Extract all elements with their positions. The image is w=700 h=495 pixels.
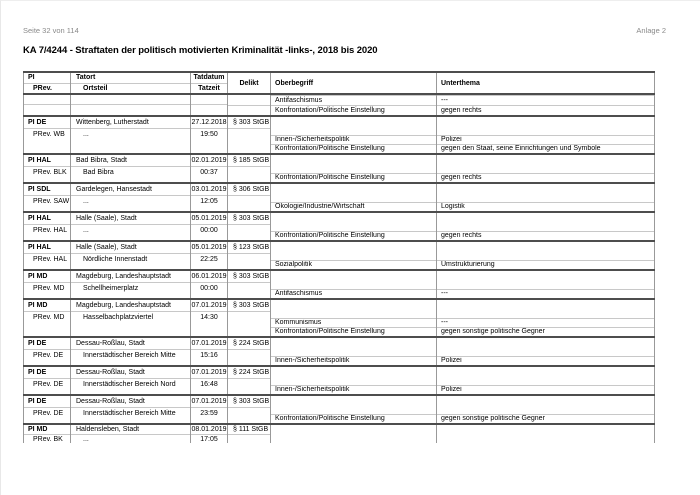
header-cell-tatdatum — [191, 73, 228, 93]
oberbegriff-value: Kommunismus — [271, 318, 436, 327]
oberbegriff-value: Sozialpolitik — [271, 260, 436, 269]
cell-oberbegriff — [271, 396, 437, 423]
unterthema-value: gegen rechts — [437, 231, 654, 240]
ortsteil-value: Bad Bibra — [83, 169, 114, 176]
oberbegriff-value: Innen-/Sicherheitspolitik — [271, 356, 436, 365]
pi-value: PI HAL — [24, 242, 70, 254]
cell-tatort — [71, 425, 191, 443]
cell-oberbegriff — [271, 213, 437, 240]
pi-value: PI MD — [24, 271, 70, 283]
prev-value: PRev. HAL — [33, 256, 68, 263]
cell-tatdatum — [191, 213, 228, 240]
header-cell-pi — [23, 73, 71, 93]
page-title: KA 7/4244 - Straftaten der politisch motivierten Kriminalität -links-, 2018 bis 2020 — [23, 45, 378, 56]
cell-delikt — [228, 396, 271, 423]
tatdatum-value: 06.01.2019 — [191, 271, 227, 283]
prev-value: PRev. BLK — [33, 169, 67, 176]
tatzeit-value: 00:00 — [200, 227, 218, 234]
ortsteil-value: Innerstädtischer Bereich Nord — [83, 381, 176, 388]
pi-value: PI DE — [24, 338, 70, 350]
tatort-value: Magdeburg, Landeshauptstadt — [71, 271, 190, 283]
cell-tatdatum — [191, 242, 228, 269]
pi-value: PI HAL — [24, 155, 70, 167]
table-row-group — [23, 338, 655, 367]
tatdatum-value: 07.01.2019 — [191, 300, 227, 312]
cell-tatdatum — [191, 425, 228, 443]
cell-tatdatum — [191, 95, 228, 115]
oberbegriff-value: Konfrontation/Politische Einstellung — [271, 173, 436, 182]
cell-unterthema — [437, 271, 655, 298]
prev-value — [24, 105, 70, 115]
cell-delikt — [228, 425, 271, 443]
oberbegriff-value: Konfrontation/Politische Einstellung — [271, 105, 436, 115]
tatzeit-value: 23:59 — [200, 410, 218, 417]
cell-pi — [23, 396, 71, 423]
prev-value: PRev. MD — [33, 285, 65, 292]
tatdatum-value: 07.01.2019 — [191, 367, 227, 379]
cell-pi — [23, 117, 71, 153]
prev-value: PRev. DE — [33, 381, 64, 388]
header-label-pi: PI — [24, 73, 70, 84]
cell-unterthema — [437, 367, 655, 394]
cell-unterthema — [437, 95, 655, 115]
cell-delikt — [228, 184, 271, 211]
prev-value: PRev. WB — [33, 131, 65, 138]
tatdatum-value: 03.01.2019 — [191, 184, 227, 196]
table-row-group — [23, 184, 655, 213]
pi-value: PI MD — [24, 425, 70, 435]
cell-tatdatum — [191, 117, 228, 153]
cell-oberbegriff — [271, 184, 437, 211]
unterthema-value: gegen sonstige politische Gegner — [437, 327, 654, 336]
oberbegriff-value: Innen-/Sicherheitspolitik — [271, 135, 436, 144]
pi-value: PI SDL — [24, 184, 70, 196]
cell-unterthema — [437, 117, 655, 153]
cell-unterthema — [437, 396, 655, 423]
header-label-tatzeit: Tatzeit — [198, 85, 220, 92]
cell-pi — [23, 184, 71, 211]
tatdatum-value: 08.01.2019 — [191, 426, 227, 433]
cell-tatdatum — [191, 155, 228, 182]
cell-pi — [23, 271, 71, 298]
tatzeit-value — [191, 105, 227, 115]
header-label-tatdatum: Tatdatum — [191, 73, 227, 84]
cell-pi — [23, 213, 71, 240]
tatzeit-value: 22:25 — [200, 256, 218, 263]
tatort-value — [71, 95, 190, 105]
ortsteil-value: Innerstädtischer Bereich Mitte — [83, 410, 176, 417]
cell-tatdatum — [191, 300, 228, 336]
header-cell-unterthema — [437, 73, 655, 93]
cell-delikt — [228, 242, 271, 269]
cell-tatort — [71, 155, 191, 182]
tatzeit-value: 12:05 — [200, 198, 218, 205]
prev-value: PRev. DE — [33, 410, 64, 417]
tatzeit-value: 19:50 — [200, 131, 218, 138]
prev-value: PRev. SAW — [33, 198, 70, 205]
cell-delikt — [228, 367, 271, 394]
delikt-value: § 303 StGB — [228, 117, 270, 129]
cell-unterthema — [437, 213, 655, 240]
delikt-value: § 185 StGB — [228, 155, 270, 167]
unterthema-value: Polizei — [437, 135, 654, 144]
tatdatum-value: 07.01.2019 — [191, 338, 227, 350]
oberbegriff-value: Konfrontation/Politische Einstellung — [271, 144, 436, 153]
cell-pi — [23, 300, 71, 336]
delikt-value: § 224 StGB — [228, 367, 270, 379]
tatort-value: Magdeburg, Landeshauptstadt — [71, 300, 190, 312]
header-label-prev: PRev. — [33, 85, 52, 92]
cell-pi — [23, 242, 71, 269]
header-cell-oberbegriff — [271, 73, 437, 93]
tatzeit-value: 17:05 — [200, 436, 218, 443]
cell-unterthema — [437, 184, 655, 211]
cell-delikt — [228, 213, 271, 240]
pi-value: PI HAL — [24, 213, 70, 225]
prev-value: PRev. DE — [33, 352, 64, 359]
tatort-value: Gardelegen, Hansestadt — [71, 184, 190, 196]
crime-table — [23, 71, 655, 443]
delikt-value: § 111 StGB — [228, 425, 270, 435]
tatzeit-value: 14:30 — [200, 314, 218, 321]
ortsteil-value: ... — [83, 227, 89, 234]
cell-pi — [23, 95, 71, 115]
tatzeit-value: 00:00 — [200, 285, 218, 292]
unterthema-value: --- — [437, 289, 654, 298]
table-row-group — [23, 242, 655, 271]
cell-unterthema — [437, 425, 655, 443]
table-row-group — [23, 95, 655, 117]
header-cell-delikt — [228, 73, 271, 93]
tatzeit-value: 15:16 — [200, 352, 218, 359]
unterthema-value: --- — [437, 95, 654, 105]
cell-tatort — [71, 213, 191, 240]
tatort-value: Dessau-Roßlau, Stadt — [71, 396, 190, 408]
prev-value: PRev. HAL — [33, 227, 68, 234]
table-row-group — [23, 300, 655, 338]
tatort-value: Haldensleben, Stadt — [71, 425, 190, 435]
cell-oberbegriff — [271, 242, 437, 269]
header-label-ortsteil: Ortsteil — [83, 85, 108, 92]
oberbegriff-value: Konfrontation/Politische Einstellung — [271, 231, 436, 240]
pi-value: PI MD — [24, 300, 70, 312]
oberbegriff-value: Ökologie/Industrie/Wirtschaft — [271, 202, 436, 211]
tatdatum-value: 27.12.2018 — [191, 117, 227, 129]
cell-pi — [23, 425, 71, 443]
delikt-value: § 303 StGB — [228, 213, 270, 225]
delikt-value: § 303 StGB — [228, 300, 270, 312]
pi-value: PI DE — [24, 117, 70, 129]
unterthema-value: Logistik — [437, 202, 654, 211]
prev-value: PRev. BK — [33, 436, 63, 443]
ortsteil-value: Hasselbachplatzviertel — [83, 314, 154, 321]
cell-oberbegriff — [271, 338, 437, 365]
ortsteil-value: Nördliche Innenstadt — [83, 256, 148, 263]
oberbegriff-value: Innen-/Sicherheitspolitik — [271, 385, 436, 394]
cell-delikt — [228, 155, 271, 182]
delikt-value: § 123 StGB — [228, 242, 270, 254]
unterthema-value: gegen den Staat, seine Einrichtungen und Symbole — [437, 144, 654, 153]
unterthema-value: --- — [437, 318, 654, 327]
cell-delikt — [228, 95, 271, 115]
table-row-group — [23, 396, 655, 425]
table-body — [23, 95, 655, 443]
cell-oberbegriff — [271, 117, 437, 153]
cell-tatort — [71, 338, 191, 365]
cell-tatort — [71, 95, 191, 115]
cell-pi — [23, 367, 71, 394]
tatdatum-value: 05.01.2019 — [191, 242, 227, 254]
delikt-value: § 306 StGB — [228, 184, 270, 196]
table-row-group — [23, 367, 655, 396]
cell-tatort — [71, 184, 191, 211]
tatdatum-value — [191, 95, 227, 105]
header-label-unterthema: Unterthema — [441, 79, 480, 87]
cell-oberbegriff — [271, 271, 437, 298]
ortsteil-value: ... — [83, 436, 89, 443]
table-header-row — [23, 73, 655, 95]
delikt-value: § 303 StGB — [228, 396, 270, 408]
unterthema-value: Polizei — [437, 385, 654, 394]
tatort-value: Halle (Saale), Stadt — [71, 213, 190, 225]
table-row-group — [23, 425, 655, 443]
cell-oberbegriff — [271, 155, 437, 182]
tatort-value: Wittenberg, Lutherstadt — [71, 117, 190, 129]
pi-value: PI DE — [24, 367, 70, 379]
cell-tatort — [71, 271, 191, 298]
unterthema-value: gegen rechts — [437, 173, 654, 182]
tatdatum-value: 05.01.2019 — [191, 213, 227, 225]
oberbegriff-value: Konfrontation/Politische Einstellung — [271, 327, 436, 336]
tatdatum-value: 07.01.2019 — [191, 396, 227, 408]
ortsteil-value: Schellheimerplatz — [83, 285, 139, 292]
cell-tatort — [71, 300, 191, 336]
tatzeit-value: 16:48 — [200, 381, 218, 388]
tatzeit-value: 00:37 — [200, 169, 218, 176]
cell-tatdatum — [191, 396, 228, 423]
cell-unterthema — [437, 338, 655, 365]
cell-tatdatum — [191, 367, 228, 394]
ortsteil-value: Innerstädtischer Bereich Mitte — [83, 352, 176, 359]
table-row-group — [23, 117, 655, 155]
ortsteil-value — [71, 105, 190, 115]
cell-tatort — [71, 396, 191, 423]
cell-tatort — [71, 367, 191, 394]
cell-oberbegriff — [271, 300, 437, 336]
cell-unterthema — [437, 155, 655, 182]
tatort-value: Dessau-Roßlau, Stadt — [71, 338, 190, 350]
table-row-group — [23, 213, 655, 242]
cell-delikt — [228, 117, 271, 153]
unterthema-value: gegen rechts — [437, 105, 654, 115]
ortsteil-value: ... — [83, 198, 89, 205]
delikt-value: § 224 StGB — [228, 338, 270, 350]
oberbegriff-value: Antifaschismus — [271, 95, 436, 105]
prev-value: PRev. MD — [33, 314, 65, 321]
pi-value — [24, 95, 70, 105]
pi-value: PI DE — [24, 396, 70, 408]
ortsteil-value: ... — [83, 131, 89, 138]
attachment-label: Anlage 2 — [636, 26, 666, 35]
unterthema-value: Umstrukturierung — [437, 260, 654, 269]
cell-oberbegriff — [271, 367, 437, 394]
cell-tatort — [71, 117, 191, 153]
header-label-delikt: Delikt — [239, 79, 259, 87]
unterthema-value: gegen sonstige politische Gegner — [437, 414, 654, 423]
cell-delikt — [228, 271, 271, 298]
unterthema-value: Polizei — [437, 356, 654, 365]
table-row-group — [23, 271, 655, 300]
oberbegriff-value: Antifaschismus — [271, 289, 436, 298]
tatort-value: Bad Bibra, Stadt — [71, 155, 190, 167]
delikt-value — [228, 95, 270, 106]
cell-pi — [23, 338, 71, 365]
cell-pi — [23, 155, 71, 182]
page-number: Seite 32 von 114 — [23, 26, 79, 35]
cell-tatdatum — [191, 271, 228, 298]
cell-oberbegriff — [271, 425, 437, 443]
header-label-tatort: Tatort — [71, 73, 190, 84]
cell-oberbegriff — [271, 95, 437, 115]
tatort-value: Dessau-Roßlau, Stadt — [71, 367, 190, 379]
cell-tatdatum — [191, 338, 228, 365]
cell-unterthema — [437, 242, 655, 269]
oberbegriff-value: Konfrontation/Politische Einstellung — [271, 414, 436, 423]
delikt-value: § 303 StGB — [228, 271, 270, 283]
cell-tatdatum — [191, 184, 228, 211]
page-header — [23, 25, 666, 36]
cell-delikt — [228, 300, 271, 336]
header-cell-tatort — [71, 73, 191, 93]
cell-delikt — [228, 338, 271, 365]
tatdatum-value: 02.01.2019 — [191, 155, 227, 167]
header-label-oberbegriff: Oberbegriff — [275, 79, 314, 87]
table-row-group — [23, 155, 655, 184]
cell-tatort — [71, 242, 191, 269]
tatort-value: Halle (Saale), Stadt — [71, 242, 190, 254]
cell-unterthema — [437, 300, 655, 336]
